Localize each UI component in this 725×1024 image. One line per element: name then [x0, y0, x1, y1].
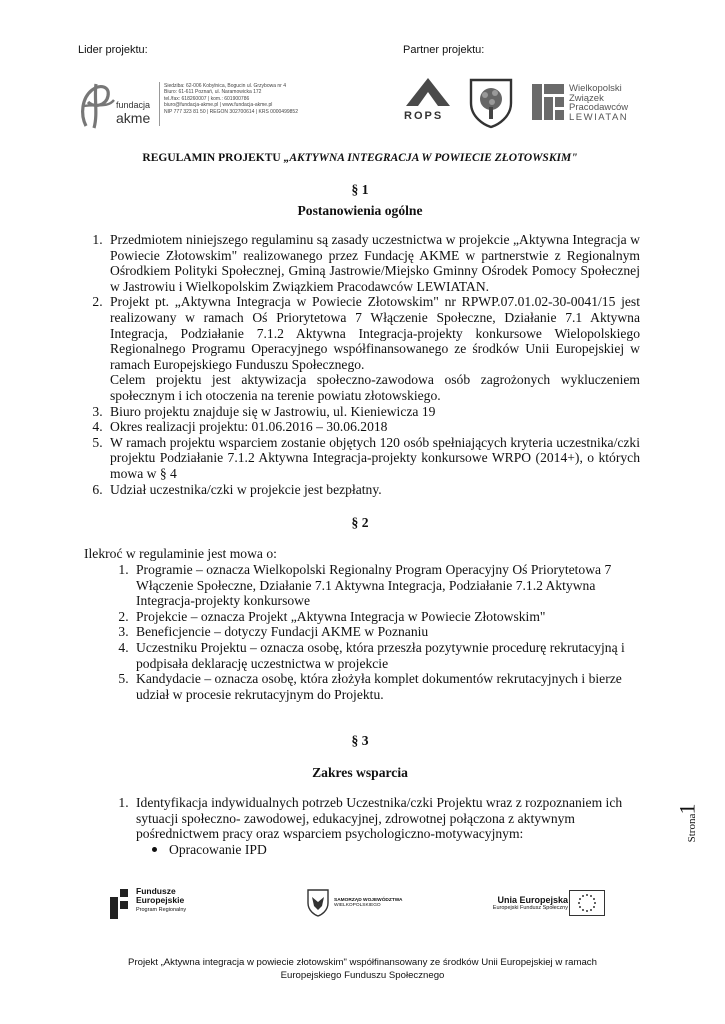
leader-label: Lider projektu:	[78, 44, 148, 56]
lewiatan-line: LEWIATAN	[569, 111, 629, 123]
list-item: 1. Identyfikacja indywidualnych potrzeb Uczestnika/czki Projektu wraz z rozpoznaniem ich sytuacji społeczno- zawodowej, edukacyjnej, zdrowotnej połączona z aktywnym pośrednictwem pracy oraz wsparciem psychologiczno-motywacyjnym:	[132, 795, 640, 842]
akme-address-line: Siedziba: 62-006 Kobylnica, Bogucin ul. Grzybowa nr 4	[164, 83, 287, 89]
list-item: 1. Programie – oznacza Wielkopolski Regionalny Program Operacyjny Oś Priorytetowa 7 Włączenie Społeczne, Działanie 7.1 Aktywna Integracja, Podziałanie 7.1.2 Aktywna Integracja-projekty konkursowe	[132, 562, 640, 609]
akme-address-line: NIP 777 323 81 50 | REGON 302700614 | KRS 0000499852	[164, 108, 298, 115]
project-goal-text: Celem projektu jest aktywizacja społeczno-zawodowa osób zagrożonych wykluczeniem społecznym i ich otoczenia na terenie powiatu złotowskiego.	[110, 372, 640, 403]
footer-line1: Projekt „Aktywna integracja w powiecie złotowskim" współfinansowany ze środków Unii Europejskiej w ramach	[128, 957, 597, 968]
section-3-list	[80, 795, 640, 842]
akme-logo-word2: akme	[116, 110, 151, 126]
rops-label: ROPS	[404, 110, 444, 122]
eu-flag	[569, 890, 605, 916]
rops-mark-icon	[402, 76, 454, 110]
coat-of-arms-logo	[468, 77, 514, 129]
fe-mark-icon	[110, 889, 132, 919]
bullet-dot-icon	[152, 847, 157, 852]
akme-logo-word1: fundacja	[116, 100, 151, 110]
samorzad-line2: WIELKOPOLSKIEGO	[334, 903, 381, 908]
lewiatan-line: Pracodawców	[569, 102, 629, 113]
akme-address-line: tel./fax: 618260007 | kom.: 601900786	[164, 95, 250, 102]
footer	[40, 957, 685, 982]
section-2-list	[80, 562, 640, 702]
eu-flag-icon	[569, 890, 605, 916]
lewiatan-text	[569, 84, 628, 122]
akme-address-line: Biuro: 61-611 Poznań, ul. Naramowicka 172	[164, 89, 262, 96]
list-item: 3. Biuro projektu znajduje się w Jastrowiu, ul. Kieniewicza 19	[106, 404, 640, 420]
coat-of-arms-icon	[468, 77, 514, 129]
bullet-text: Opracowanie IPD	[169, 842, 267, 857]
akme-address	[164, 83, 354, 115]
bullet-item	[152, 842, 267, 858]
fe-line3: Program Regionalny	[136, 907, 187, 913]
title-plain: REGULAMIN PROJEKTU	[142, 152, 284, 164]
section-3-number: § 3	[351, 733, 369, 748]
ue-text	[488, 895, 568, 911]
list-item: 5. Kandydacie – oznacza osobę, która złożyła komplet dokumentów rekrutacyjnych i bierze udział w procesie rekrutacyjnym do Projektu.	[132, 671, 640, 702]
list-item: 4. Uczestniku Projektu – oznacza osobę, która przeszła pozytywnie procedurę rekrutacyjną i podpisała deklarację uczestnictwa w projekcie	[132, 640, 640, 671]
title-italic: „AKTYWNA INTEGRACJA W POWIECIE ZŁOTOWSKIM"	[283, 152, 578, 164]
strona-label: Strona	[686, 813, 698, 843]
lewiatan-logo	[532, 84, 564, 120]
rops-logo	[402, 76, 454, 126]
list-item: 3. Beneficjencie – dotyczy Fundacji AKME w Poznaniu	[132, 624, 640, 640]
fe-line2: Europejskie	[136, 895, 185, 905]
section-1-heading: Postanowienia ogólne	[297, 203, 423, 218]
section-2-number: § 2	[351, 515, 369, 530]
lewiatan-mark-icon	[532, 84, 564, 120]
section-3-heading: Zakres wsparcia	[312, 765, 408, 780]
list-item: 2. Projekt pt. „Aktywna Integracja w Powiecie Złotowskim" nr RPWP.07.01.02-30-0041/15 jest realizowany w ramach Oś Priorytetowa 7 Włączenie Społeczne, Działanie 7.1 Aktywna Integracja, Podziałanie 7.1.2 Aktywna Integracja-projekty konkursowe Wielopolskiego Regionalnego Programu Operacyjnego współfinansowanego ze środków Unii Europejskiej w ramach Europejskiego Funduszu Społecznego. Celem projektu jest aktywizacja społeczno-zawodowa osób zagrożonych wykluczeniem społecznym i ich otoczenia na terenie powiatu złotowskiego.	[106, 294, 640, 403]
samorzad-line1: SAMORZĄD WOJEWÓDZTWA	[334, 898, 403, 903]
fundusze-europejskie-logo	[110, 887, 230, 923]
akme-divider	[159, 82, 160, 126]
partner-label: Partner projektu:	[403, 44, 485, 56]
akme-address-line: biuro@fundacja-akme.pl | www.fundacja-akme.pl	[164, 102, 273, 109]
eagle-shield-icon	[307, 889, 329, 917]
list-item: 6. Udział uczestnika/czki w projekcie jest bezpłatny.	[106, 482, 640, 498]
list-item: 5. W ramach projektu wsparciem zostanie objętych 120 osób spełniających kryteria uczestnika/czki projektu Podziałanie 7.1.2 Aktywna Integracja-projekty konkursowe WRPO (2014+), o których mowa w § 4	[106, 435, 640, 482]
list-item: 4. Okres realizacji projektu: 01.06.2016 – 30.06.2018	[106, 419, 640, 435]
akme-logo	[74, 78, 162, 132]
page-number-block	[668, 800, 708, 860]
section-1-list	[80, 232, 640, 497]
list-item: 2. Projekcie – oznacza Projekt „Aktywna Integracja w Powiecie Złotowskim"	[132, 609, 640, 625]
list-item: 1. Przedmiotem niniejszego regulaminu są zasady uczestnictwa w projekcie „Aktywna Integracja w Powiecie Złotowskim" realizowanego przez Fundację AKME w partnerstwie z Regionalnym Ośrodkiem Polityki Społecznej, Gminą Jastrowie/Miejsko Gminny Ośrodek Pomocy Społecznej w Jastrowiu i Wielkopolskim Związkiem Pracodawców LEWIATAN.	[106, 232, 640, 294]
page-number: 1	[674, 803, 700, 815]
footer-line2: Europejskiego Funduszu Społecznego	[280, 969, 445, 981]
section-2-intro: Ilekroć w regulaminie jest mowa o:	[84, 546, 277, 561]
fe-line1: Fundusze	[136, 886, 176, 896]
ue-line1: Unia Europejska	[497, 895, 568, 905]
samorzad-logo	[307, 889, 417, 921]
lewiatan-line: Wielkopolski	[569, 83, 622, 94]
document-title	[60, 152, 660, 164]
ue-line2: Europejski Fundusz Społeczny	[492, 905, 568, 911]
lewiatan-line: Związek	[569, 92, 604, 104]
section-1-number: § 1	[351, 182, 369, 197]
